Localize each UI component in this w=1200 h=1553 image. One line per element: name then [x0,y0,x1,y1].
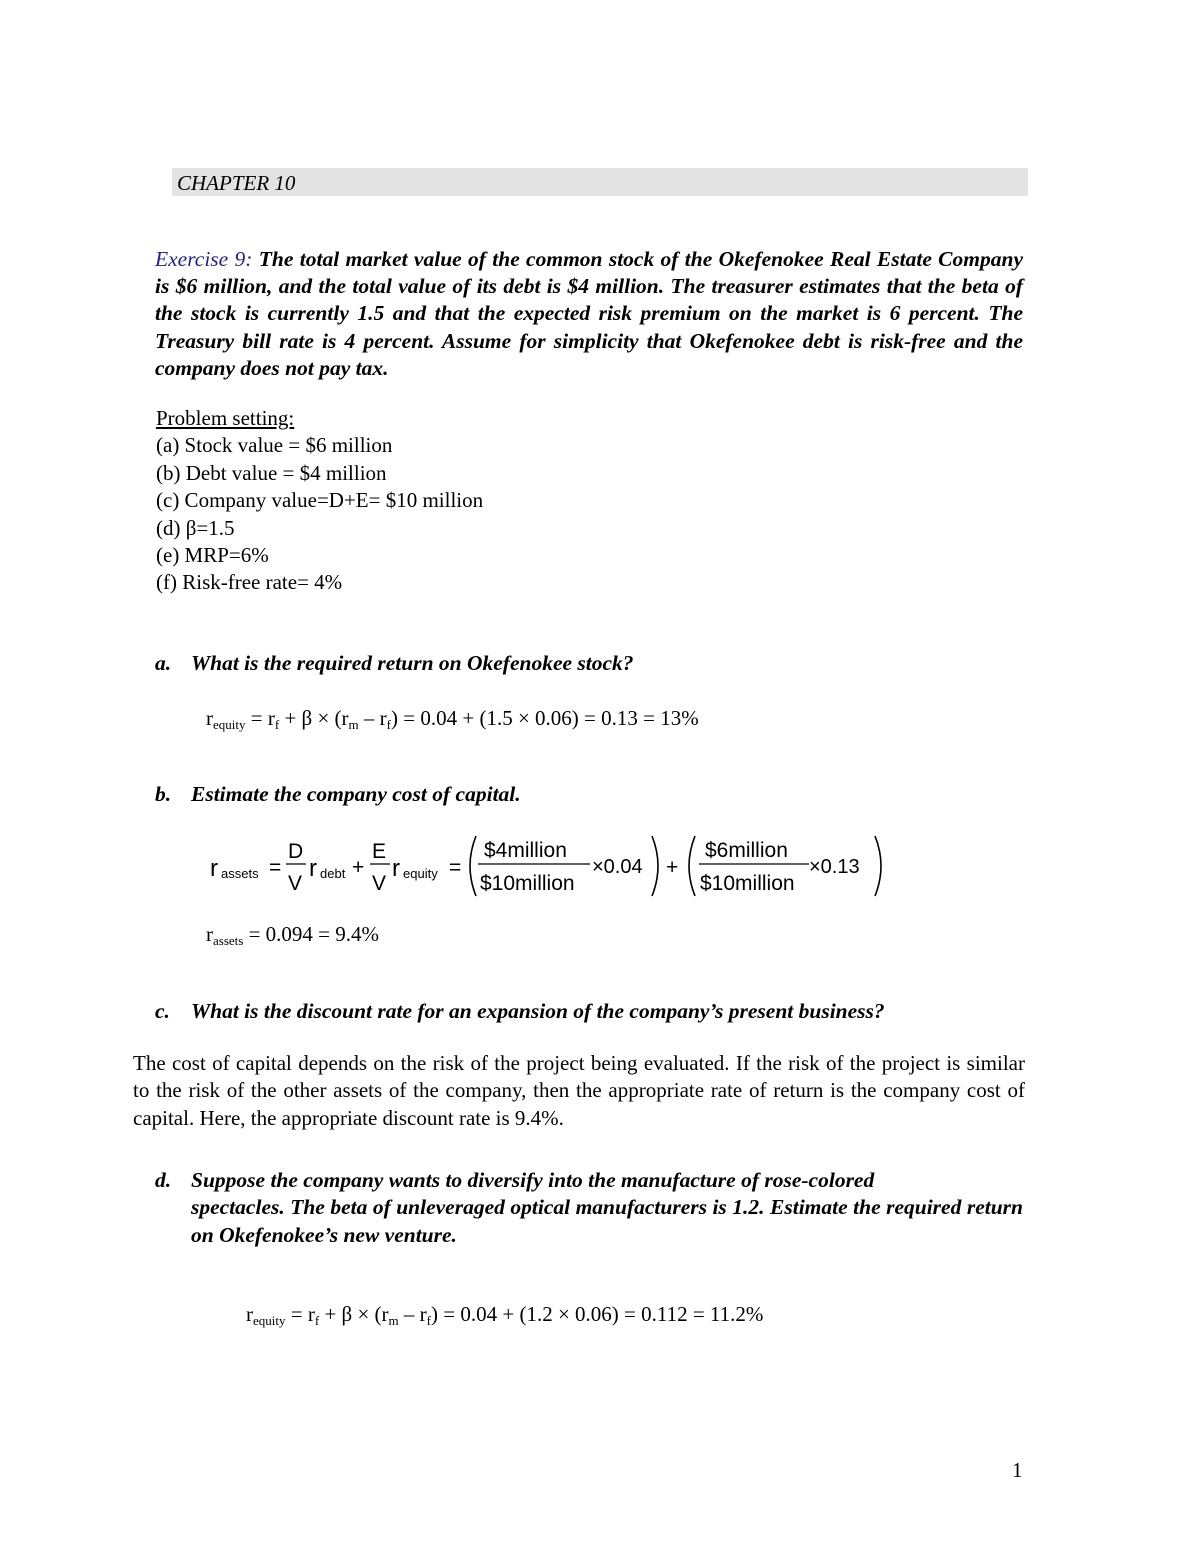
page-number: 1 [1012,1458,1023,1482]
eq-symbol: r [246,1302,253,1326]
wacc-assets-sub: assets [221,866,259,881]
eq-subscript: equity [213,717,246,732]
wacc-D: D [288,840,304,863]
wacc-equation [206,832,896,902]
wacc-plus-2: + [666,856,679,879]
eq-subscript: f [426,1313,432,1328]
question-c [155,999,885,1024]
wacc-debt-sub: debt [320,866,346,881]
wacc-times1: ×0.04 [592,856,643,878]
setting-item: (e) MRP=6% [156,543,269,568]
wacc-den1: $10million [480,872,575,895]
chapter-title: CHAPTER 10 [177,171,296,195]
question-b [155,782,521,807]
wacc-times2: ×0.13 [809,856,860,878]
wacc-plus: + [352,856,365,879]
eq-part: + β × (r [319,1302,389,1326]
eq-part: ) = 0.04 + (1.5 × 0.06) = 0.13 = 13% [391,706,699,730]
eq-part: = r [285,1302,315,1326]
equity-return-equation [206,706,699,733]
wacc-E: E [372,840,387,863]
problem-setting [156,405,483,597]
question-a [155,651,634,676]
eq-subscript: assets [213,933,244,948]
wacc-equals-2: = [449,856,462,879]
eq-part: = r [245,706,275,730]
setting-item: (f) Risk-free rate= 4% [156,570,343,595]
left-paren-icon [470,836,476,896]
question-letter: c. [155,999,170,1023]
wacc-V: V [288,872,303,895]
venture-return-equation [246,1302,763,1329]
wacc-r-debt: r [309,855,317,882]
question-text-rest: spectacles. The beta of unleveraged optical manufacturers is 1.2. Estimate the required return on Okefenokee’s new venture. [191,1195,1023,1247]
eq-part: – r [358,706,387,730]
setting-item: (b) Debt value = $4 million [156,460,387,485]
setting-item: (a) Stock value = $6 million [156,433,393,458]
question-text: What is the discount rate for an expansion of the company’s present business? [191,999,885,1023]
setting-item: (c) Company value=D+E= $10 million [156,488,484,513]
eq-part: – r [398,1302,427,1326]
eq-subscript: equity [253,1313,286,1328]
eq-subscript: f [386,717,392,732]
eq-subscript: m [388,1313,399,1328]
question-d [155,1167,1023,1249]
chapter-header-bar [172,168,1028,196]
exercise-text: The total market value of the common stock of the Okefenokee Real Estate Company is $6 million, and the total value of its debt is $4 million. The treasurer estimates that the beta of the stock is currently 1.5 and that the expected risk premium on the market is 6 percent. The Treasury bill rate is 4 percent. Assume for simplicity that Okefenokee debt is risk-free and the company does not pay tax. [155,247,1023,380]
eq-part: + β × (r [279,706,349,730]
question-c-answer: The cost of capital depends on the risk of the project being evaluated. If the risk of the project is similar to the risk of the other assets of the company, then the appropriate rate of return is the company cost of capital. Here, the appropriate discount rate is 9.4%. [133,1051,1025,1130]
wacc-V2: V [372,872,387,895]
question-letter: b. [155,782,172,806]
eq-part: ) = 0.04 + (1.2 × 0.06) = 0.112 = 11.2% [431,1302,764,1326]
exercise-label: Exercise 9: [155,247,253,271]
eq-symbol: r [206,706,213,730]
wacc-r-equity: r [392,855,400,882]
right-paren-icon [652,836,658,896]
wacc-equals: = [269,856,282,879]
question-text: Estimate the company cost of capital. [191,782,521,806]
eq-subscript: f [274,717,280,732]
eq-subscript: m [348,717,359,732]
eq-subscript: f [314,1313,320,1328]
question-letter: d. [155,1168,172,1192]
wacc-r: r [210,855,218,882]
setting-item: (d) β=1.5 [156,515,235,540]
exercise-statement [155,246,1023,382]
wacc-den2: $10million [700,872,795,895]
left-paren-icon [689,836,695,896]
eq-part: = 0.094 = 9.4% [243,922,380,946]
wacc-num1: $4million [484,839,567,862]
right-paren-icon [875,836,881,896]
wacc-num2: $6million [705,839,788,862]
eq-symbol: r [206,922,213,946]
question-letter: a. [155,651,172,675]
wacc-equity-sub: equity [403,866,438,881]
question-text-line1: Suppose the company wants to diversify into the manufacture of rose-colored [191,1168,875,1192]
question-text: What is the required return on Okefenokee stock? [191,651,634,675]
problem-setting-heading: Problem setting: [156,406,295,430]
wacc-result [206,922,379,949]
